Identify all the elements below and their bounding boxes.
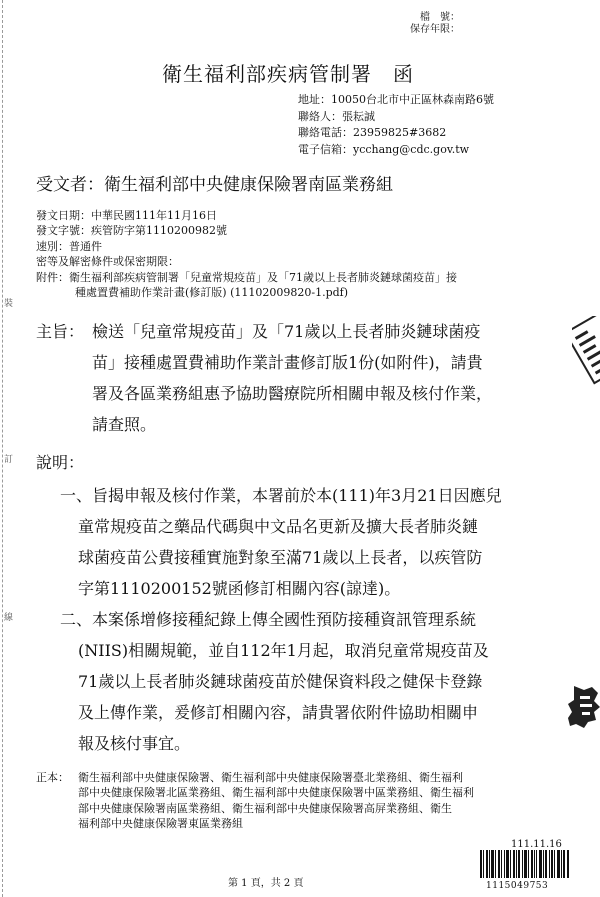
cc-body [78, 770, 578, 832]
margin-label-xian: 線 [4, 613, 14, 623]
document-title: 衛生福利部疾病管制署 函 [162, 62, 414, 86]
sender-info [298, 92, 494, 158]
retention-label: 保存年限： [410, 24, 460, 35]
item-line: 字第1110200152號函修訂相關內容(諒達)。 [78, 579, 401, 598]
sender-email: 電子信箱：ycchang@cdc.gov.tw [298, 142, 470, 156]
barcode-image [480, 850, 570, 878]
cc-head: 正本： [36, 771, 69, 784]
document-number: 發文字號：疾管防字第1110200982號 [36, 224, 227, 238]
subject-line: 請查照。 [92, 415, 157, 434]
attachment-line-1: 附件：衛生福利部疾病管制署「兒童常規疫苗」及「71歲以上長者肺炎鏈球菌疫苗」接 [36, 270, 457, 284]
issue-date: 發文日期：中華民國111年11月16日 [36, 209, 217, 222]
margin-label-ding: 訂 [4, 455, 14, 465]
subject-line: 署及各區業務組惠予協助醫療院所相關申報及核付作業， [92, 384, 493, 403]
item-body [92, 480, 502, 511]
item-number: 一、 [60, 486, 93, 505]
sender-address: 地址：10050台北市中正區林森南路6號 [298, 93, 494, 106]
description-head: 說明： [36, 453, 85, 472]
item-body [92, 604, 476, 635]
document-meta [36, 208, 556, 300]
item-line: 童常規疫苗之藥品代碼與中文品名更新及擴大長者肺炎鏈 [78, 517, 479, 536]
item-line: 71歲以上長者肺炎鏈球菌疫苗於健保資料段之健保卡登錄 [78, 672, 483, 691]
item-number: 二、 [60, 610, 93, 629]
item-line: 報及核付事宜。 [78, 734, 191, 753]
attachment-line-2: 種處置費補助作業計畫(修訂版) (11102009820-1.pdf) [75, 286, 349, 300]
margin-label-zhuang: 裝 [4, 299, 14, 309]
item-body-cont [78, 635, 489, 759]
received-stamp-icon [572, 316, 600, 386]
recipient: 受文者：衛生福利部中央健康保險署南區業務組 [36, 175, 393, 195]
subject-head: 主旨： [36, 322, 85, 341]
page-number: 第 1 頁，共 2 頁 [228, 878, 304, 889]
receipt-date-stamp: 111.11.16 [511, 839, 562, 850]
binding-cut-line [2, 0, 3, 897]
item-line: 旨揭申報及核付作業，本署前於本(111)年3月21日因應兒 [92, 486, 502, 505]
item-line: 球菌疫苗公費接種實施對象至滿71歲以上長者，以疾管防 [78, 548, 483, 567]
sender-contact: 聯絡人：張耘誠 [298, 109, 375, 123]
cc-line: 部中央健康保險署南區業務組、衛生福利部中央健康保險署高屏業務組、衛生 [78, 801, 452, 815]
subject-body [92, 316, 560, 440]
cc-line: 衛生福利部中央健康保險署、衛生福利部中央健康保險署臺北業務組、衛生福利 [78, 771, 463, 784]
subject-line: 苗」接種處置費補助作業計畫修訂版1份(如附件)，請貴 [92, 353, 483, 372]
seal-stamp-icon [566, 680, 600, 728]
item-body-cont [78, 511, 482, 604]
cc-line: 部中央健康保險署北區業務組、衛生福利部中央健康保險署中區業務組、衛生福利 [78, 786, 474, 800]
secrecy-level: 密等及解密條件或保密期限： [36, 255, 179, 269]
item-line: (NIIS)相關規範，並自112年1月起，取消兒童常規疫苗及 [78, 641, 489, 660]
subject-line: 檢送「兒童常規疫苗」及「71歲以上長者肺炎鏈球菌疫 [92, 322, 481, 341]
item-line: 本案係增修接種紀錄上傳全國性預防接種資訊管理系統 [92, 610, 477, 629]
sender-phone: 聯絡電話：23959825#3682 [298, 126, 447, 139]
cc-line: 福利部中央健康保險署東區業務組 [78, 817, 243, 831]
item-line: 及上傳作業，爰修訂相關內容，請貴署依附件協助相關申 [78, 703, 479, 722]
barcode-number: 1115049753 [486, 881, 549, 891]
file-number-label: 檔 號： [420, 12, 460, 23]
delivery-speed: 速別：普通件 [36, 239, 102, 253]
